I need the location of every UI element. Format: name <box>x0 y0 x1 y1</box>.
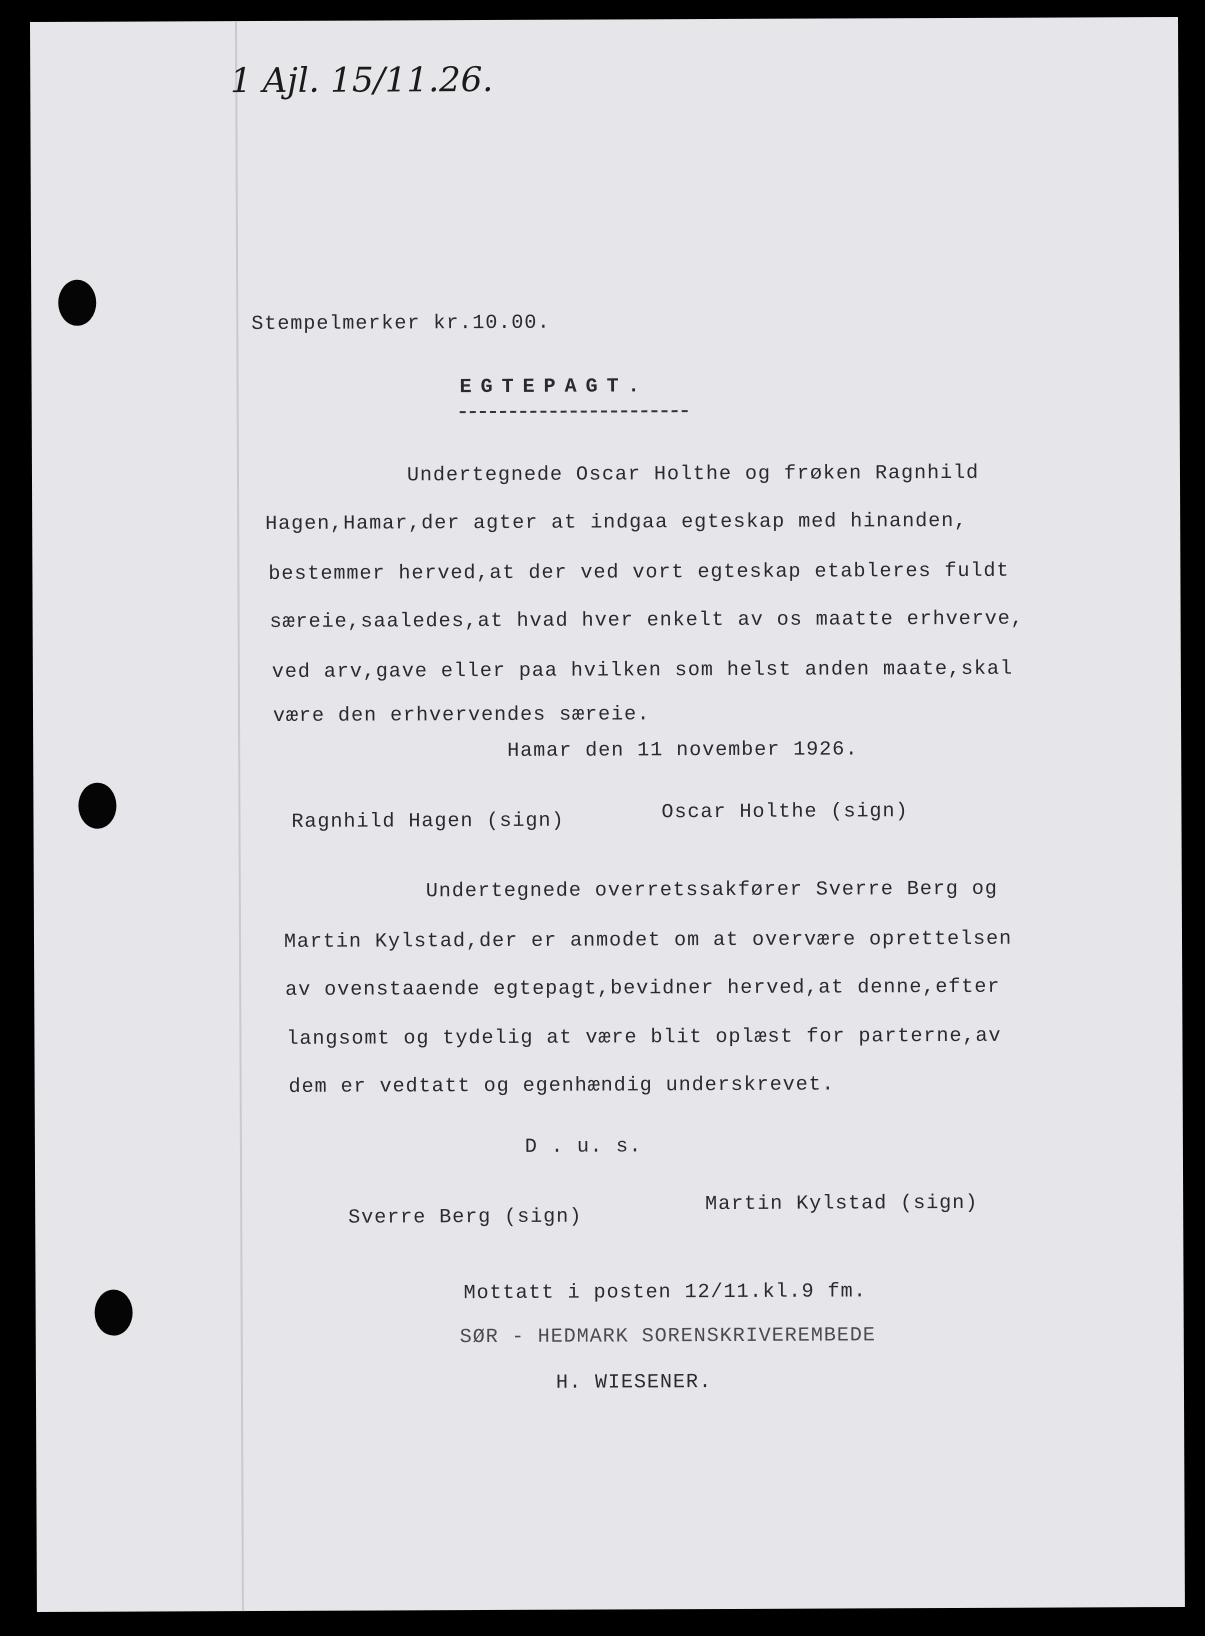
paragraph-2-line: dem er vedtatt og egenhændig underskrevet. <box>288 1073 835 1099</box>
signature-sverre-berg: Sverre Berg (sign) <box>348 1205 583 1230</box>
document-page <box>30 17 1185 1612</box>
paragraph-2-line: langsomt og tydelig at være blit oplæst for parterne,av <box>286 1024 1002 1051</box>
signature-martin-kylstad: Martin Kylstad (sign) <box>705 1191 979 1217</box>
paragraph-1-line: ved arv,gave eller paa hvilken som helst anden maate,skal <box>271 657 1014 684</box>
signature-oscar-holthe: Oscar Holthe (sign) <box>661 800 909 825</box>
place-date: Hamar den 11 november 1926. <box>507 738 859 763</box>
paragraph-2-line: av ovenstaaende egtepagt,bevidner herved,at denne,efter <box>285 975 1001 1002</box>
paragraph-1-line: særeie,saaledes,at hvad hver enkelt av os maatte erhverve, <box>269 607 1024 634</box>
margin-line <box>235 21 244 1611</box>
paragraph-2-line: Martin Kylstad,der er anmodet om at overvære oprettelsen <box>283 927 1013 954</box>
paragraph-2-line: Undertegnede overretssakfører Sverre Berg og <box>425 877 998 904</box>
paragraph-1-line: være den erhvervendes særeie. <box>272 703 651 728</box>
received-note: Mottatt i posten 12/11.kl.9 fm. <box>463 1280 867 1306</box>
paragraph-1-line: Undertegnede Oscar Holthe og frøken Ragnhild <box>406 461 980 488</box>
stamp-line: Stempelmerker kr.10.00. <box>251 311 551 337</box>
punch-hole-1 <box>58 280 96 326</box>
punch-hole-2 <box>78 783 116 829</box>
punch-hole-3 <box>95 1290 133 1336</box>
paragraph-1-line: bestemmer herved,at der ved vort egteskap etableres fuldt <box>268 559 1010 586</box>
document-title: EGTEPAGT. <box>459 375 649 400</box>
paragraph-1-line: Hagen,Hamar,der agter at indgaa egteskap med hinanden, <box>265 509 968 536</box>
office-stamp: SØR - HEDMARK SORENSKRIVEREMBEDE <box>459 1324 876 1350</box>
margin-note: 1 Ajl. 15/11.26. <box>230 59 494 102</box>
dus-abbreviation: D . u. s. <box>524 1135 642 1159</box>
title-underline <box>460 410 688 413</box>
signature-ragnhild-hagen: Ragnhild Hagen (sign) <box>291 809 565 834</box>
official-name: H. WIESENER. <box>555 1371 713 1395</box>
